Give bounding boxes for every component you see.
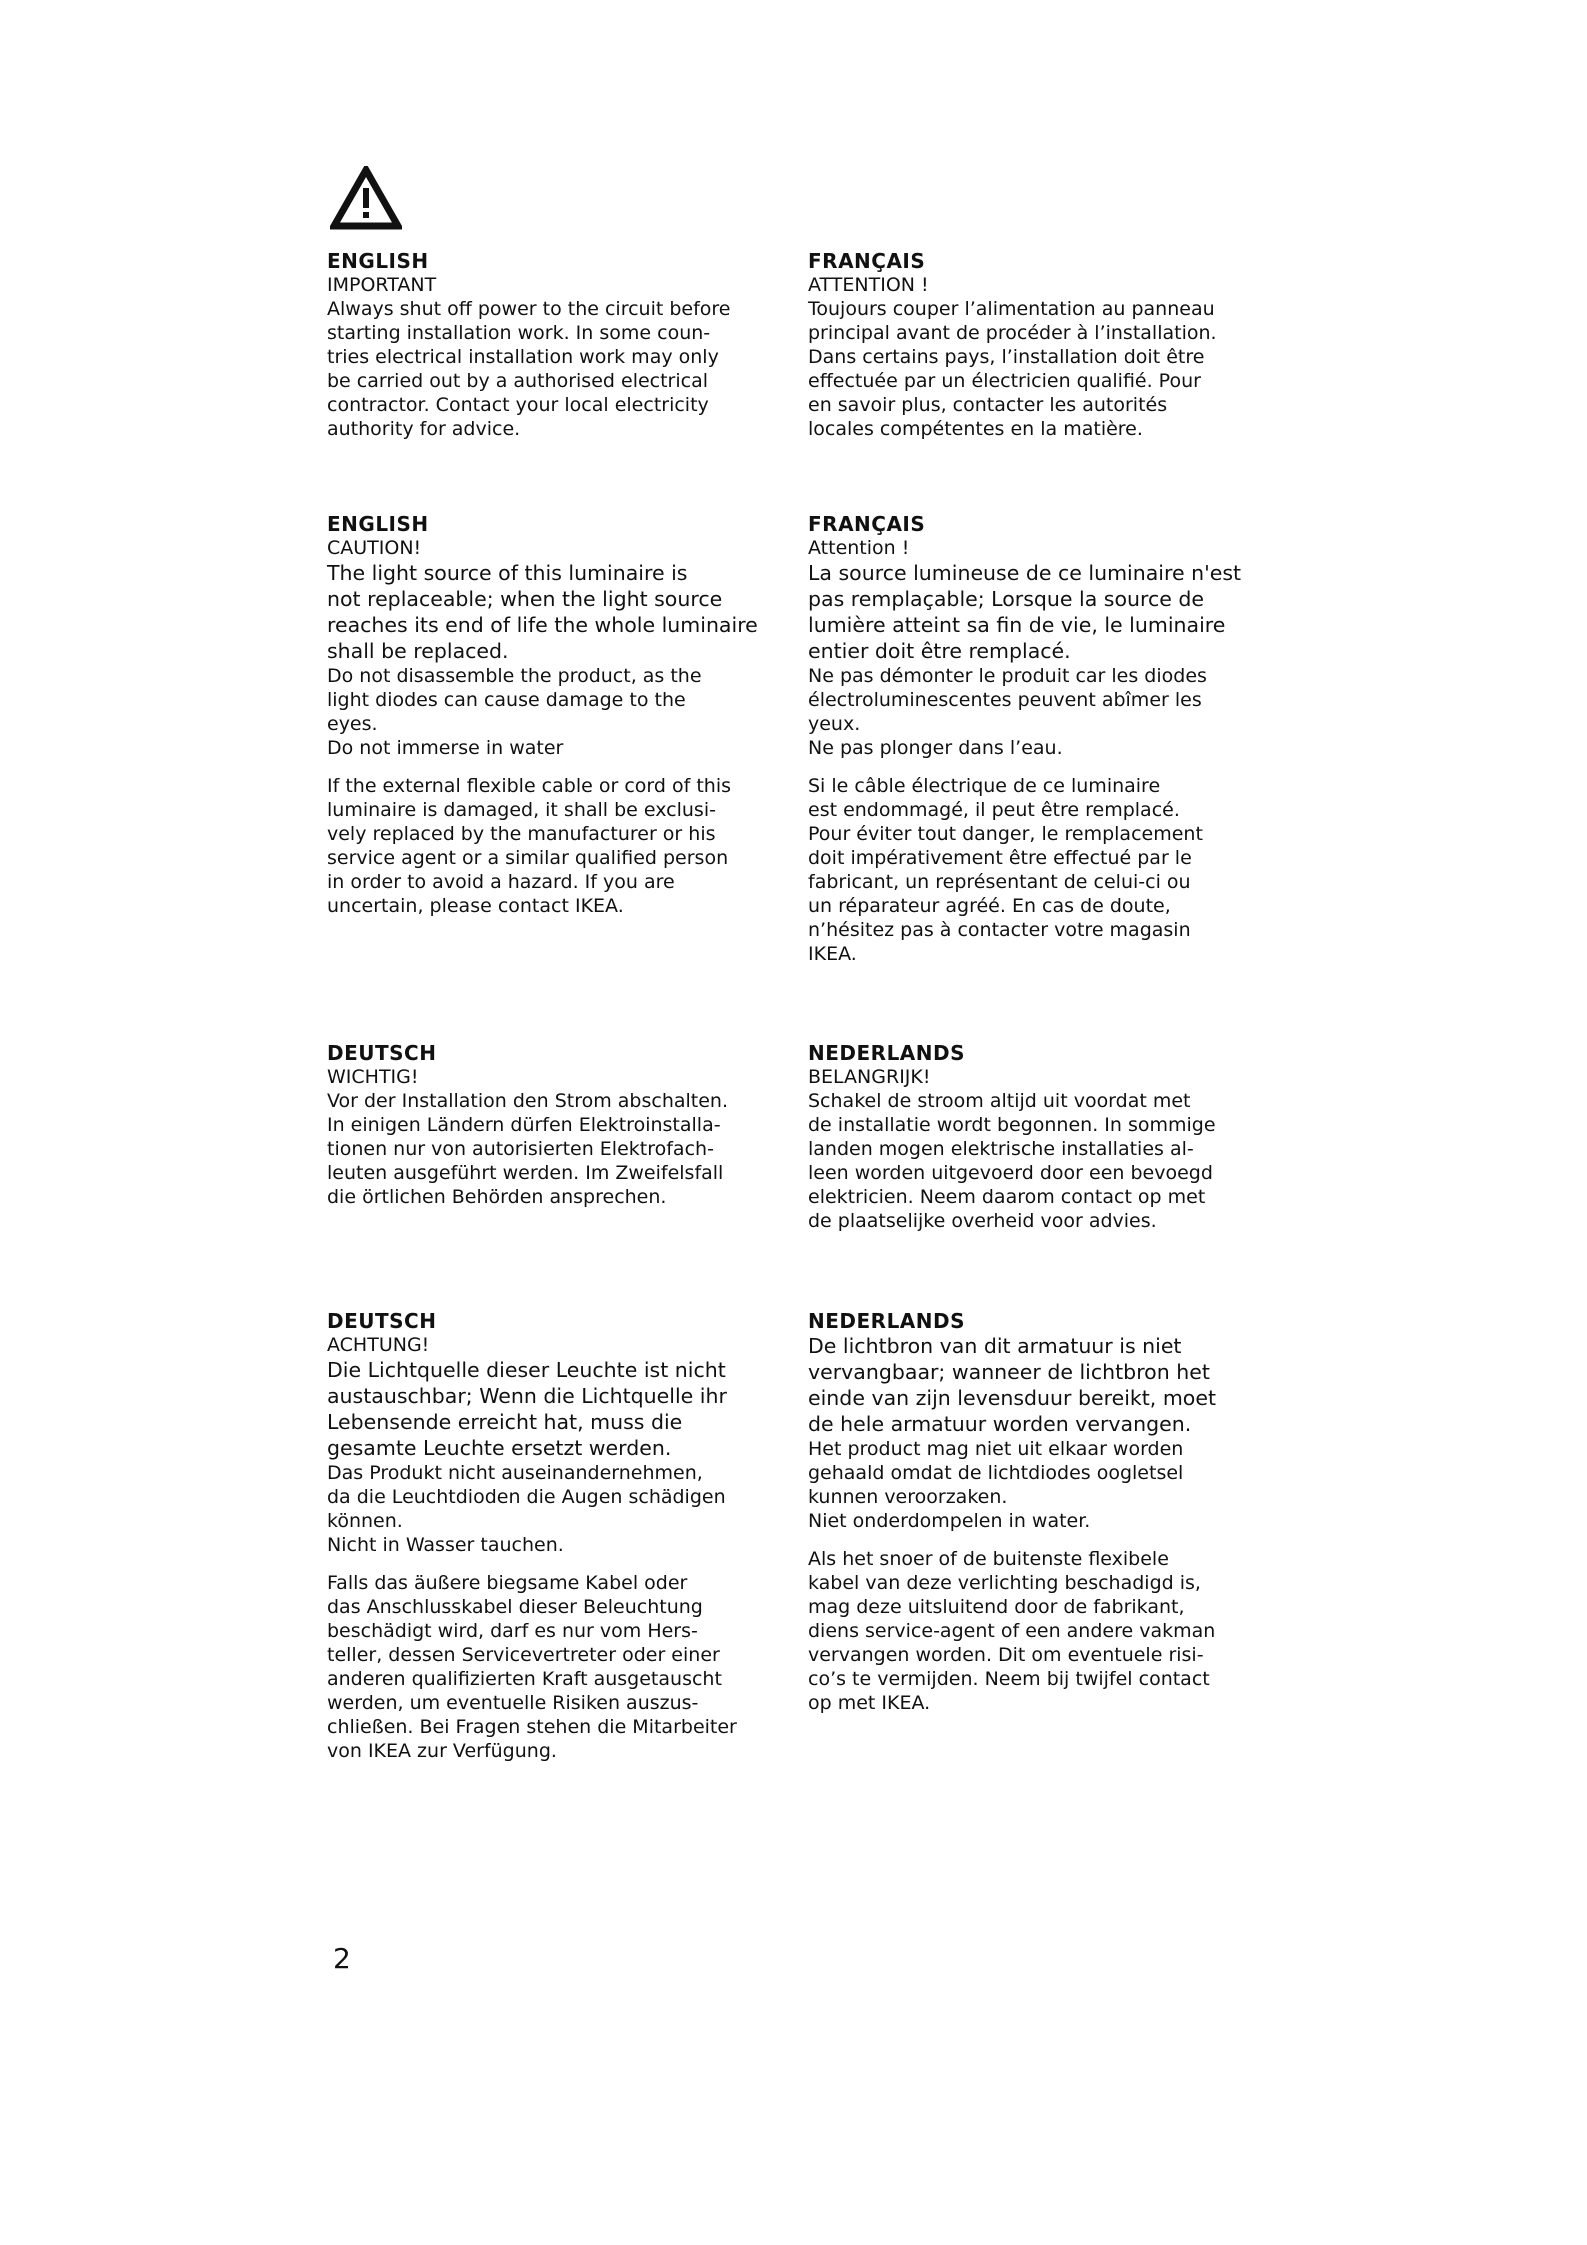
cable-text: Als het snoer of de buitenste flexibele kabel van deze verlichting beschadigd is, mag deze uitsluitend door de fabrikant, diens service-agent of een andere vakman vervangen worden. Dit om eventuele risi- co’s te vermijden. Neem bij twijfel contact op met IKEA. — [808, 1548, 1216, 1714]
language-heading: DEUTSCH — [327, 1309, 437, 1333]
language-heading: DEUTSCH — [327, 1041, 437, 1065]
cable-text: If the external flexible cable or cord of this luminaire is damaged, it shall be exclusi- vely replaced by the manufacturer or his service agent or a similar qualified person in order to avoid a hazard. If you are uncertain, please contact IKEA. — [327, 775, 731, 917]
warning-triangle-icon — [330, 166, 402, 230]
section-text: Ne pas démonter le produit car les diodes électroluminescentes peuvent abîmer les yeux. Ne pas plonger dans l’eau. — [808, 665, 1207, 759]
section-nl-important — [808, 1041, 1258, 1233]
section-fr-caution — [808, 512, 1258, 966]
section-text: Het product mag niet uit elkaar worden gehaald omdat de lichtdiodes oogletsel kunnen veroorzaken. Niet onderdompelen in water. — [808, 1438, 1184, 1532]
section-text: Do not disassemble the product, as the light diodes can cause damage to the eyes. Do not immerse in water — [327, 665, 702, 759]
section-lead: Die Lichtquelle dieser Leuchte ist nicht austauschbar; Wenn die Lichtquelle ihr Lebensende erreicht hat, muss die gesamte Leuchte ersetzt werden. — [327, 1358, 727, 1460]
section-lead: La source lumineuse de ce luminaire n'est pas remplaçable; Lorsque la source de lumière atteint sa fin de vie, le luminaire entier doit être remplacé. — [808, 561, 1242, 663]
section-text: Vor der Installation den Strom abschalten. In einigen Ländern dürfen Elektroinstalla- tionen nur von autorisierten Elektrofach- leuten ausgeführt werden. Im Zweifelsfall die örtlichen Behörden ansprechen. — [327, 1090, 729, 1208]
section-text: Always shut off power to the circuit before starting installation work. In some coun- tries electrical installation work may only be carried out by a authorised electrical contractor. Contact your local electricity authority for advice. — [327, 298, 731, 440]
section-fr-attention — [808, 249, 1258, 441]
language-heading: FRANÇAIS — [808, 512, 926, 536]
section-heading: BELANGRIJK! — [808, 1066, 931, 1088]
section-heading: Attention ! — [808, 537, 910, 559]
section-text: Das Produkt nicht auseinandernehmen, da die Leuchtdioden die Augen schädigen können. Nicht in Wasser tauchen. — [327, 1462, 726, 1556]
section-heading: CAUTION! — [327, 537, 422, 559]
cable-text: Falls das äußere biegsame Kabel oder das Anschlusskabel dieser Beleuchtung beschädigt wird, darf es nur vom Hers- teller, dessen Servicevertreter oder einer anderen qualifizierten Kraft ausgetauscht werden, um eventuelle Risiken auszus- chließen. Bei Fragen stehen die Mitarbeiter von IKEA zur Verfügung. — [327, 1572, 737, 1762]
language-heading: FRANÇAIS — [808, 249, 926, 273]
section-heading: ATTENTION ! — [808, 274, 929, 296]
section-heading: ACHTUNG! — [327, 1334, 430, 1356]
section-heading: IMPORTANT — [327, 274, 437, 296]
section-de-important — [327, 1041, 777, 1209]
cable-text: Si le câble électrique de ce luminaire est endommagé, il peut être remplacé. Pour éviter tout danger, le remplacement doit impérativement être effectué par le fabricant, un représentant de celui-ci ou un réparateur agréé. En cas de doute, n’hésitez pas à contacter votre magasin IKEA. — [808, 775, 1203, 965]
section-lead: The light source of this luminaire is not replaceable; when the light source reaches its end of life the whole luminaire shall be replaced. — [327, 561, 758, 663]
section-de-caution — [327, 1309, 777, 1763]
section-text: Toujours couper l’alimentation au panneau principal avant de procéder à l’installation. Dans certains pays, l’installation doit être effectuée par un électricien qualifié. Pour en savoir plus, contacter les autorités locales compétentes en la matière. — [808, 298, 1217, 440]
section-lead: De lichtbron van dit armatuur is niet vervangbaar; wanneer de lichtbron het einde van zijn levensduur bereikt, moet de hele armatuur worden vervangen. — [808, 1334, 1216, 1436]
section-heading: WICHTIG! — [327, 1066, 419, 1088]
language-heading: NEDERLANDS — [808, 1041, 966, 1065]
page-number: 2 — [333, 1942, 351, 1975]
language-heading: NEDERLANDS — [808, 1309, 966, 1333]
section-en-caution — [327, 512, 777, 918]
language-heading: ENGLISH — [327, 249, 429, 273]
section-en-important — [327, 249, 777, 441]
section-text: Schakel de stroom altijd uit voordat met de installatie wordt begonnen. In sommige landen mogen elektrische installaties al- leen worden uitgevoerd door een bevoegd elektricien. Neem daarom contact op met de plaatselijke overheid voor advies. — [808, 1090, 1216, 1232]
section-nl-caution — [808, 1309, 1258, 1715]
language-heading: ENGLISH — [327, 512, 429, 536]
